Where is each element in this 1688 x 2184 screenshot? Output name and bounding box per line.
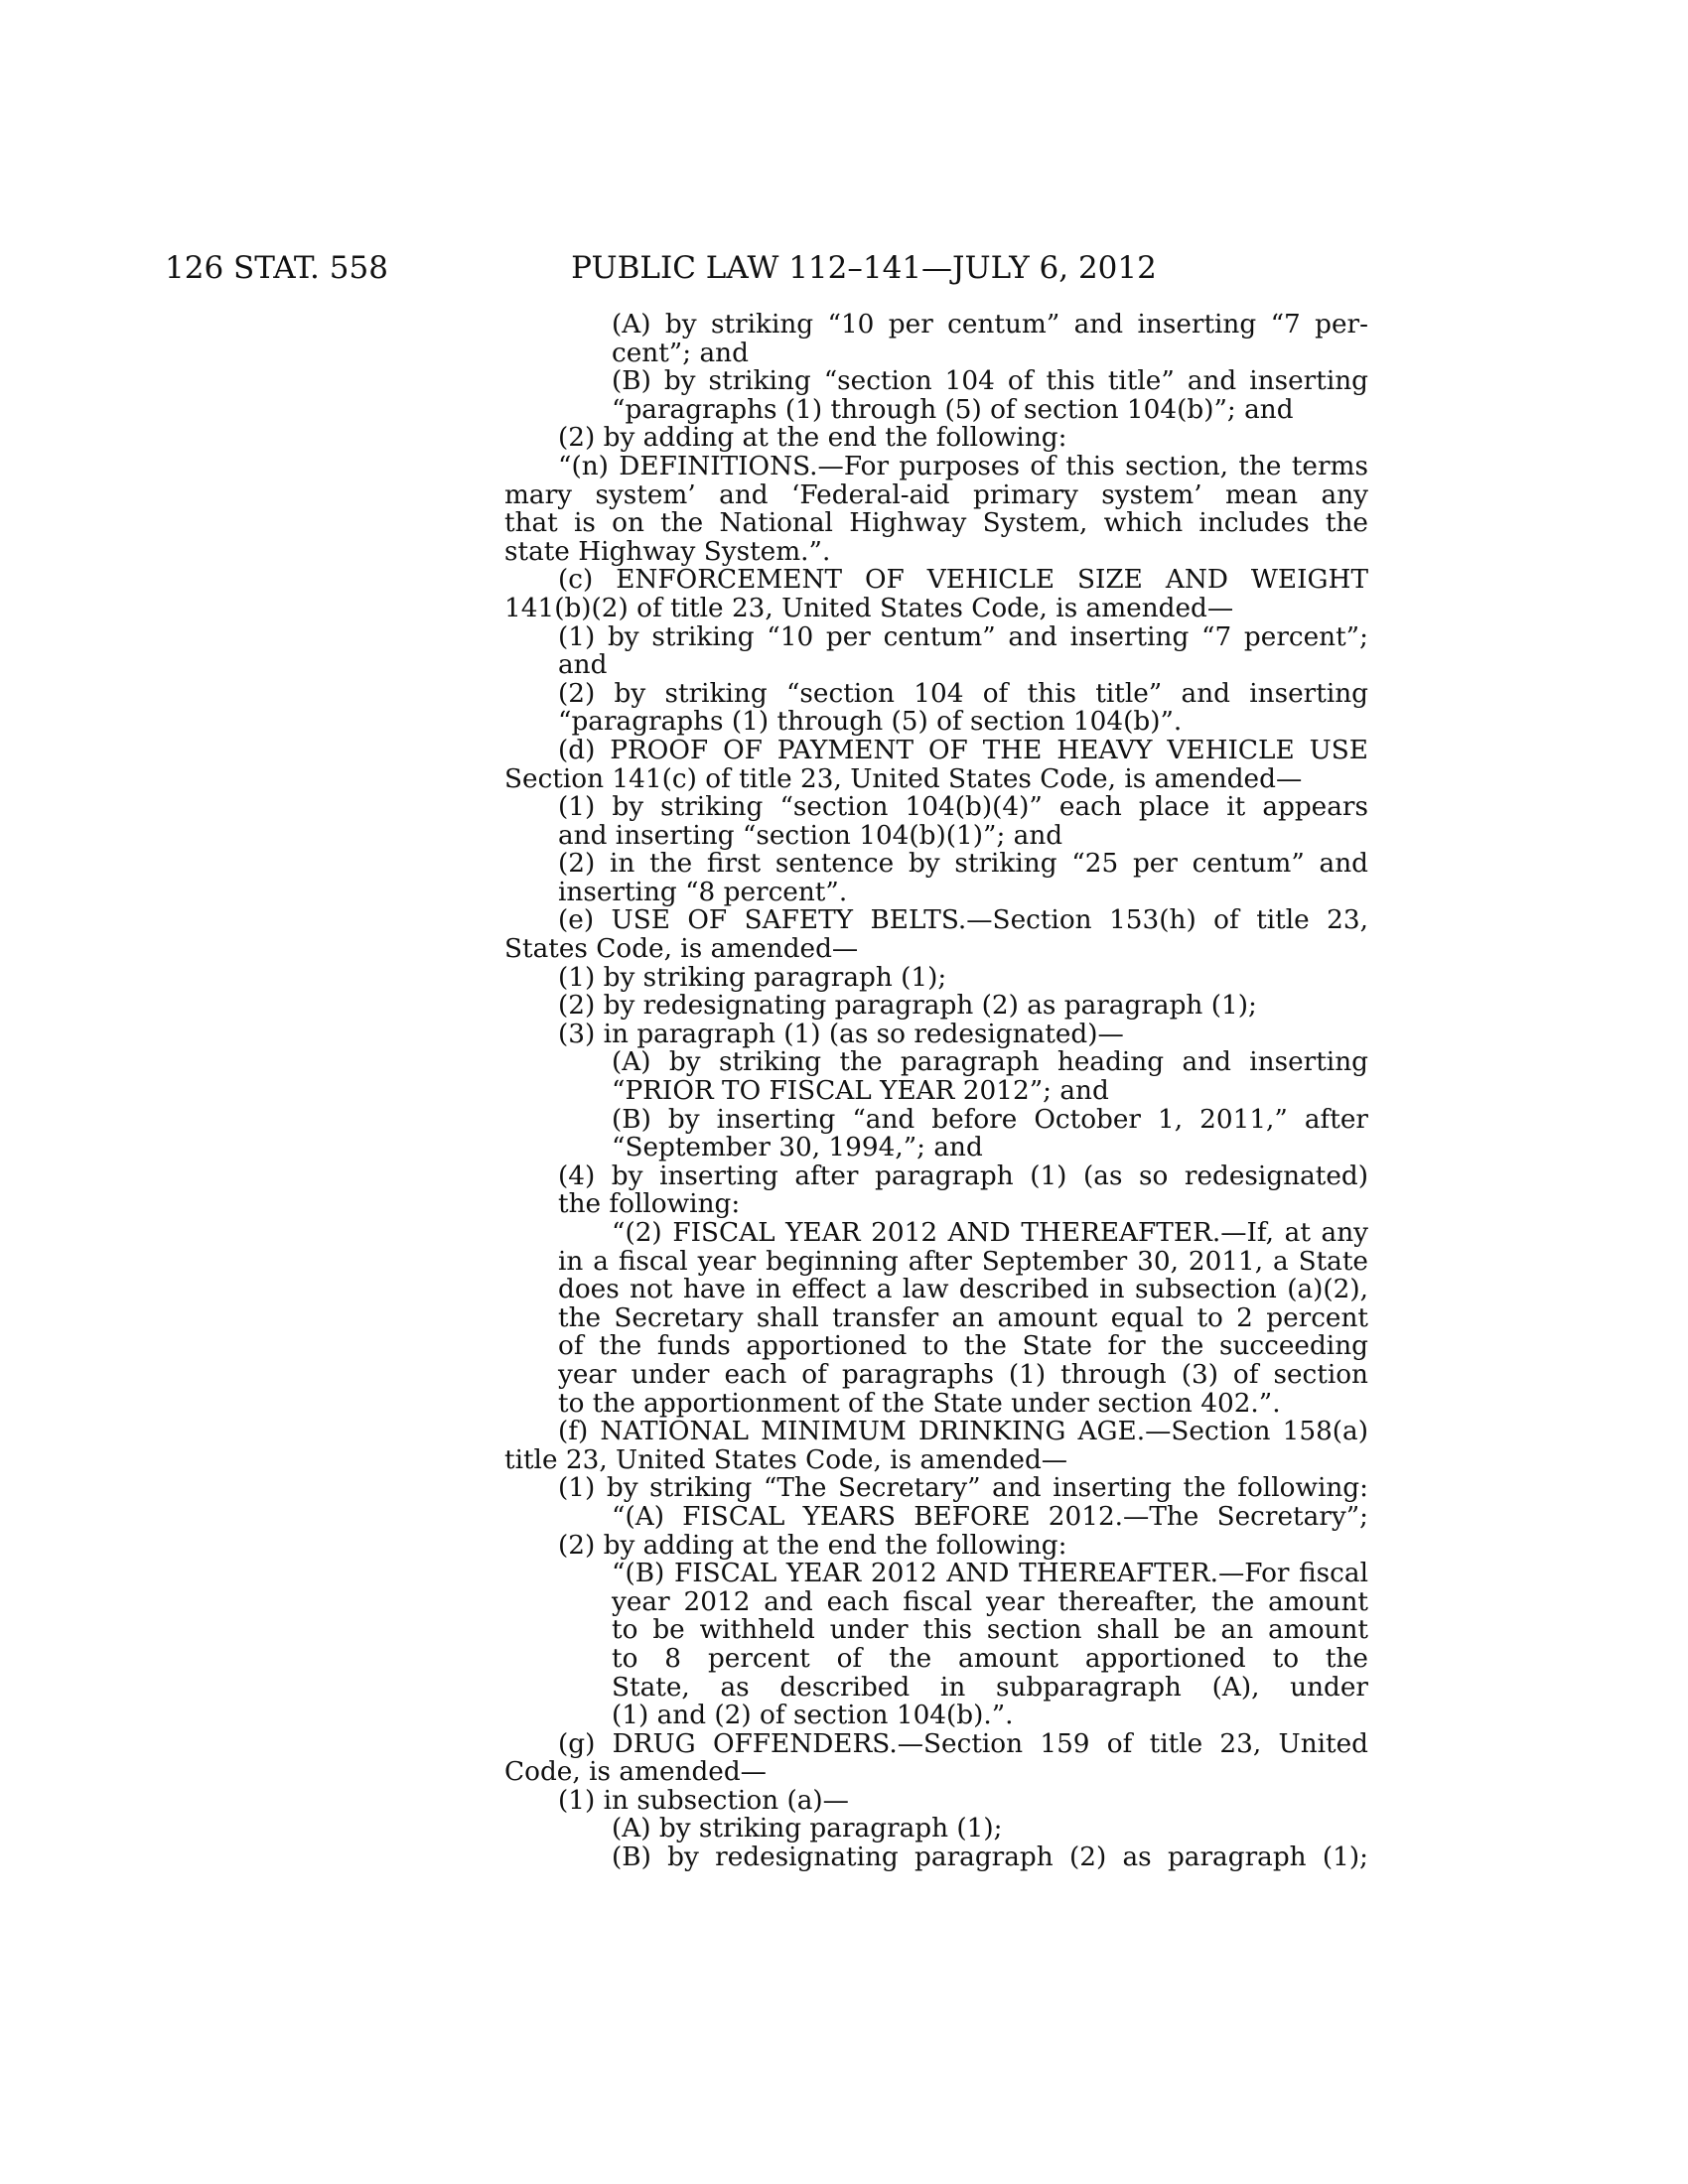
text-line: year under each of paragraphs (1) through (3) of section bbox=[558, 1360, 1368, 1390]
text-line: (1) by striking “The Secretary” and inserting the following: bbox=[558, 1474, 1368, 1503]
text-line: “(2) FISCAL YEAR 2012 AND THEREAFTER.—If, at any bbox=[612, 1219, 1368, 1248]
text-line: (A) by striking the paragraph heading and inserting bbox=[612, 1048, 1368, 1078]
text-line: “paragraphs (1) through (5) of section 104(b)”. bbox=[558, 707, 1183, 738]
text-line: “September 30, 1994,”; and bbox=[612, 1133, 983, 1163]
text-line: Code, is amended— bbox=[504, 1757, 767, 1788]
page-running-title: PUBLIC LAW 112–141—JULY 6, 2012 bbox=[571, 250, 1157, 286]
text-line: 141(b)(2) of title 23, United States Code, is amended— bbox=[504, 593, 1234, 623]
text-line: (2) by striking “section 104 of this title” and inserting bbox=[558, 679, 1368, 709]
text-line: (c) ENFORCEMENT OF VEHICLE SIZE AND WEIGHT bbox=[558, 566, 1368, 595]
text-line: (1) by striking “10 per centum” and inserting “7 percent”; bbox=[558, 622, 1368, 652]
text-line: (f) NATIONAL MINIMUM DRINKING AGE.—Section 158(a) bbox=[558, 1418, 1368, 1446]
text-line: does not have in effect a law described in subsection (a)(2), bbox=[558, 1276, 1368, 1304]
text-line: (4) by inserting after paragraph (1) (as so redesignated) bbox=[558, 1161, 1368, 1191]
text-line: (d) PROOF OF PAYMENT OF THE HEAVY VEHICLE USE bbox=[558, 736, 1368, 765]
text-line: of the funds apportioned to the State for the succeeding bbox=[558, 1332, 1368, 1361]
text-line: (1) and (2) of section 104(b).”. bbox=[612, 1701, 1014, 1731]
text-line: cent”; and bbox=[612, 338, 749, 368]
text-line: that is on the National Highway System, which includes the bbox=[504, 509, 1368, 538]
text-line: “(A) FISCAL YEARS BEFORE 2012.—The Secretary”; bbox=[612, 1502, 1368, 1532]
text-line: the Secretary shall transfer an amount equal to 2 percent bbox=[558, 1303, 1368, 1333]
text-line: (2) in the first sentence by striking “25 per centum” and bbox=[558, 850, 1368, 879]
text-line: the following: bbox=[558, 1189, 741, 1220]
text-line: (2) by adding at the end the following: bbox=[558, 1530, 1067, 1561]
text-line: Section 141(c) of title 23, United States Code, is amended— bbox=[504, 763, 1303, 794]
text-line: (2) by adding at the end the following: bbox=[558, 423, 1067, 454]
statute-text bbox=[504, 311, 1368, 1872]
text-line: (B) by inserting “and before October 1, 2011,” after bbox=[612, 1105, 1368, 1135]
text-line: “PRIOR TO FISCAL YEAR 2012”; and bbox=[612, 1076, 1109, 1107]
text-line: (e) USE OF SAFETY BELTS.—Section 153(h) of title 23, bbox=[558, 906, 1368, 936]
text-line: and bbox=[558, 650, 608, 681]
text-line: “(B) FISCAL YEAR 2012 AND THEREAFTER.—For fiscal bbox=[612, 1560, 1368, 1588]
text-line: (g) DRUG OFFENDERS.—Section 159 of title 23, United bbox=[558, 1729, 1368, 1759]
page-stat-citation: 126 STAT. 558 bbox=[165, 250, 388, 286]
text-line: to the apportionment of the State under section 402.”. bbox=[558, 1388, 1281, 1419]
text-line: to be withheld under this section shall be an amount bbox=[612, 1616, 1368, 1645]
text-line: year 2012 and each fiscal year thereafter, the amount bbox=[612, 1587, 1368, 1617]
text-line: (A) by striking paragraph (1); bbox=[612, 1814, 1003, 1844]
text-line: (2) by redesignating paragraph (2) as paragraph (1); bbox=[558, 991, 1257, 1022]
text-line: state Highway System.”. bbox=[504, 536, 831, 567]
text-line: mary system’ and ‘Federal-aid primary system’ mean any bbox=[504, 480, 1368, 510]
text-line: (1) in subsection (a)— bbox=[558, 1785, 849, 1816]
text-line: title 23, United States Code, is amended— bbox=[504, 1444, 1068, 1475]
text-line: (1) by striking paragraph (1); bbox=[558, 962, 947, 993]
text-line: inserting “8 percent”. bbox=[558, 877, 848, 907]
text-line: “paragraphs (1) through (5) of section 104(b)”; and bbox=[612, 394, 1294, 425]
text-line: States Code, is amended— bbox=[504, 934, 859, 965]
text-line: (B) by striking “section 104 of this title” and inserting bbox=[612, 367, 1368, 396]
text-line: (3) in paragraph (1) (as so redesignated)— bbox=[558, 1019, 1124, 1049]
text-line: (1) by striking “section 104(b)(4)” each place it appears bbox=[558, 793, 1368, 822]
text-line: State, as described in subparagraph (A), under bbox=[612, 1673, 1368, 1703]
text-line: “(n) DEFINITIONS.—For purposes of this section, the terms bbox=[558, 452, 1368, 481]
text-line: in a fiscal year beginning after September 30, 2011, a State bbox=[558, 1247, 1368, 1277]
text-line: (B) by redesignating paragraph (2) as paragraph (1); bbox=[612, 1843, 1368, 1872]
text-line: (A) by striking “10 per centum” and inserting “7 per- bbox=[612, 311, 1368, 340]
text-line: and inserting “section 104(b)(1)”; and bbox=[558, 820, 1063, 851]
text-line: to 8 percent of the amount apportioned to the bbox=[612, 1644, 1368, 1674]
